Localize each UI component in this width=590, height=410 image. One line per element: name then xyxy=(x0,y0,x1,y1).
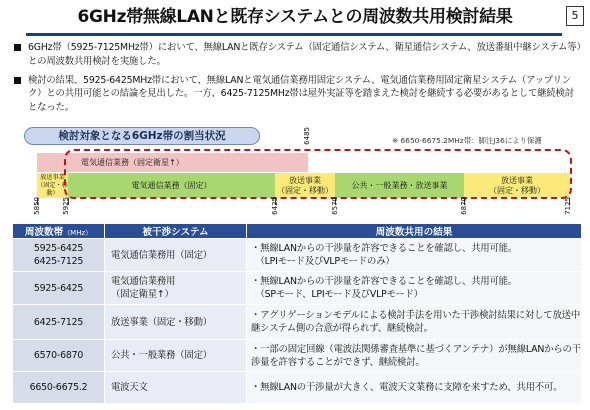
band-fixed: 電気通信業務（固定） xyxy=(68,173,275,198)
cell-freq: 5925-6425 xyxy=(13,272,105,305)
cell-freq: 6425-7125 xyxy=(13,305,105,340)
allocation-note: ※ 6650-6675.2MHz帯：脚注J36により保護 xyxy=(392,136,542,145)
page-title: 6GHz帯無線LANと既存システムとの周波数共用検討結果 xyxy=(77,7,513,27)
cell-system: 公共・一般業務（固定） xyxy=(105,340,247,372)
band-public: 公共・一般業務・放送事業 xyxy=(335,173,464,198)
cell-result: ・無線LANからの干渉量を許容できることを確認し、共用可能。 （LPIモード及びVLPモードのみ） xyxy=(247,239,582,272)
band-satellite: 電気通信業務（固定衛星↑） xyxy=(37,153,308,172)
tick-label-6870: 6870 xyxy=(460,197,468,215)
cell-system: 放送事業（固定・移動） xyxy=(105,305,247,340)
table-row xyxy=(13,372,582,404)
tick-label-6570: 6570 xyxy=(331,197,339,215)
tick-label-5850: 5850 xyxy=(33,197,41,215)
cell-result: ・無線LANからの干渉量を許容できることを確認し、共用可能。 （SPモード、LPIモード及びVLPモード） xyxy=(247,272,582,305)
cell-system: 電波天文 xyxy=(105,372,247,404)
table-row xyxy=(13,272,582,305)
cell-freq: 6650-6675.2 xyxy=(13,372,105,404)
table-header-row xyxy=(13,224,582,239)
cell-result: ・無線LANの干渉量が大きく、電波天文業務に支障を来すため、共用不可。 xyxy=(247,372,582,404)
page-number: 5 xyxy=(566,6,584,26)
tick-label-6485: 6485 xyxy=(303,127,311,145)
bullet-text: 検討の結果、5925-6425MHz帯において、無線LANと電気通信業務用固定システム、電気通信業務用固定衛星システム（アップリンク）との共用可能との結論を見出した。一方、6425-7125MHz帯は屋外実証等を踏まえた検討を継続する必要があるとして継続検討となった。 xyxy=(28,74,574,114)
table-row xyxy=(13,305,582,340)
cell-system: 電気通信業務用（固定） xyxy=(105,239,247,272)
cell-freq: 5925-6425 6425-7125 xyxy=(13,239,105,272)
results-table xyxy=(12,223,582,404)
band-broadcast-left: 放送事業 （固定・移動） xyxy=(37,173,68,197)
bullet-square-icon xyxy=(14,44,21,51)
cell-result: ・一部の固定回線（電波法関係審査基準に基づくアンテナ）が無線LANからの干渉量を許容することができず、継続検討。 xyxy=(247,340,582,372)
table-row xyxy=(13,239,582,272)
band-broadcast-right: 放送事業 （固定・移動） xyxy=(464,173,570,198)
tick-label-6425: 6425 xyxy=(271,197,279,215)
header-result: 周波数共用の結果 xyxy=(247,224,582,239)
bullet-item xyxy=(12,74,582,115)
bullet-square-icon xyxy=(14,77,21,84)
cell-result: ・アグリゲーションモデルによる検討手法を用いた干渉検討結果に対して放送中継システム側の合意が得られず、継続検討。 xyxy=(247,305,582,340)
header-system: 被干渉システム xyxy=(105,224,247,239)
tick-label-5925: 5925 xyxy=(62,197,70,215)
table-row xyxy=(13,340,582,372)
header-freq: 周波数帯（MHz） xyxy=(13,224,105,239)
cell-freq: 6570-6870 xyxy=(13,340,105,372)
header-freq-unit: （MHz） xyxy=(63,229,93,237)
study-range-outline xyxy=(64,149,572,199)
title-underline xyxy=(26,33,562,36)
cell-system: 電気通信業務用 （固定衛星↑） xyxy=(105,272,247,305)
tick-label-7125: 7125 xyxy=(564,197,572,215)
bullet-item xyxy=(12,41,582,69)
band-broadcast-mid: 放送事業 （固定・移動） xyxy=(275,173,335,198)
bullet-text: 6GHz帯（5925-7125MHz帯）において、無線LANと既存システム（固定通信システム、衛星通信システム、放送番組中継システム等）との周波数共用検討を実施した。 xyxy=(28,42,581,67)
summary-bullets xyxy=(12,41,582,120)
allocation-heading: 検討対象となる6GHz帯の割当状況 xyxy=(24,127,260,145)
